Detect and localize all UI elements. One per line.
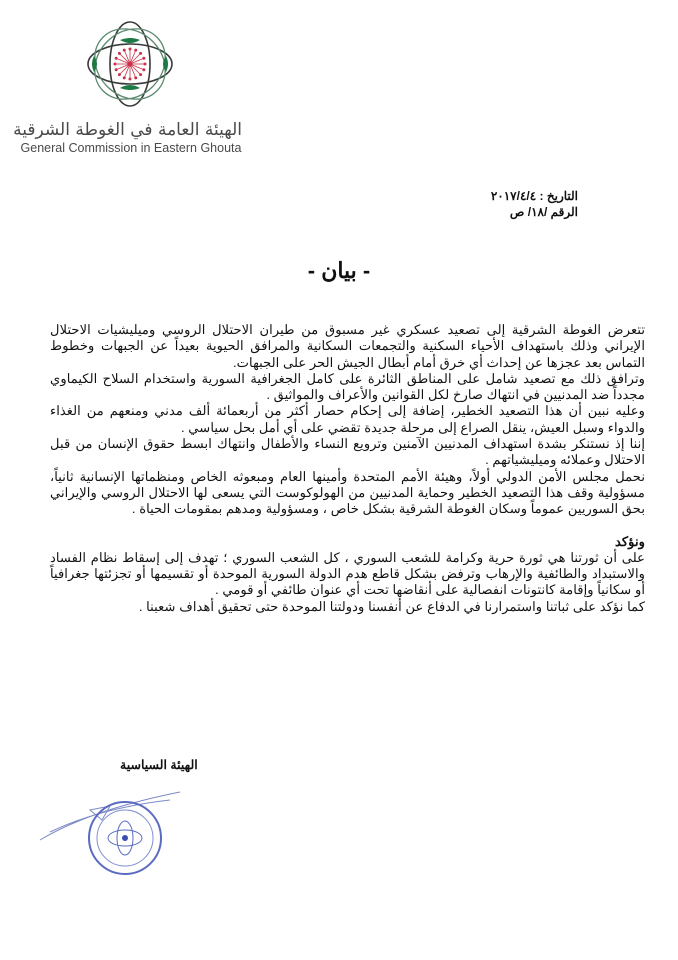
body-paragraph: إننا إذ نستنكر بشدة استهداف المدنيين الآمنين وترويع النساء والأطفال وانتهاك ابسط حقوق الإنسان من قبل الاحتلال وعملائه وميليشياتهم . [50, 436, 645, 468]
document-reference-number: الرقم /١٨/ ص [509, 205, 578, 219]
logo-icon [70, 20, 190, 108]
organization-name-english: General Commission in Eastern Ghouta [20, 141, 242, 155]
body-paragraph: نحمل مجلس الأمن الدولي أولاً، وهيئة الأمم المتحدة وأمينها العام ومبعوثه الخاص ومنظماتها الإنسانية ثانياً، مسؤولية وقف هذا التصعيد الخطير وحماية المدنيين من الهولوكوست التي يسعى لها الاحتلال الروسي والإيراني بحق السوريين عموماً وسكان الغوطة الشرقية بشكل خاص ، ومسؤولية ومدهم بمقومات الحياة . [50, 468, 645, 517]
stamp-icon [30, 770, 190, 880]
affirm-paragraph: على أن ثورتنا هي ثورة حرية وكرامة للشعب السوري ، كل الشعب السوري ؛ تهدف إلى إسقاط نظام الفساد والاستبداد والطائفية والإرهاب وترفض بشكل قاطع هدم الدولة السورية الموحدة أو تقسيمها أو تجزئتها جغرافياً أو سكانياً وإقامة كانتونات انفصالية على أنقاضها تحت أي عنوان طائفي أو قومي . [50, 549, 645, 598]
body-paragraph: تتعرض الغوطة الشرقية إلى تصعيد عسكري غير مسبوق من طيران الاحتلال الروسي وميليشيات الاحتلال الإيراني وذلك باستهداف الأحياء السكنية والتجمعات السكانية والمرافق الحيوية بعيداً عن الجبهات وخطوط التماس بعد عجزها عن إحداث أي خرق أمام أبطال الجيش الحر على الجبهات. [50, 322, 645, 370]
document-meta [491, 188, 578, 220]
document-title: - بيان - [307, 258, 371, 283]
organization-name-arabic: الهيئة العامة في الغوطة الشرقية [13, 120, 242, 140]
document-body [50, 322, 645, 615]
signatory-name: الهيئة السياسية [120, 758, 198, 772]
body-paragraph: وعليه نبين أن هذا التصعيد الخطير، إضافة إلى إحكام حصار أكثر من أربعمائة ألف مدني ومنعهم من الغذاء والدواء وسبل العيش، ينقل الصراع إلى مرحلة جديدة تقضي على أي أمل بحل سياسي . [50, 403, 645, 435]
affirm-heading: ونؤكد [614, 533, 645, 549]
document-date: التاريخ : ٢٠١٧/٤/٤ [490, 189, 578, 203]
body-paragraph: وترافق ذلك مع تصعيد شامل على المناطق الثائرة على كامل الجغرافية السورية واستخدام السلاح الكيماوي مجدداً ضد المدنيين في انتهاك صارخ لكل القوانين والأعراف والمواثيق . [50, 370, 645, 403]
affirm-paragraph: كما نؤكد على ثباتنا واستمرارنا في الدفاع عن أنفسنا ودولتنا الموحدة حتى تحقيق أهداف شعبنا . [138, 598, 645, 614]
